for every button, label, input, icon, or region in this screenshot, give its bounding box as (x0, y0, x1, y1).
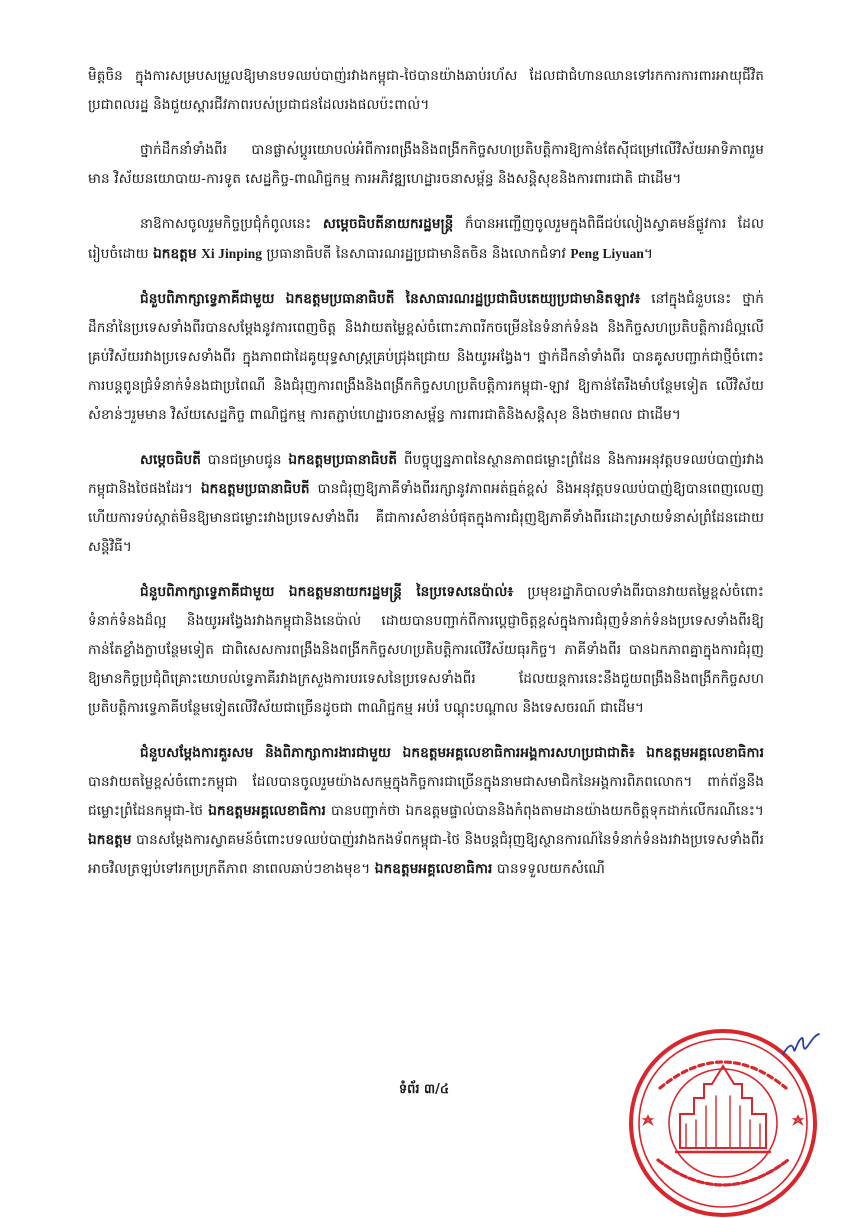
emphasized-text: សម្តេចធិបតីនាយករដ្ឋមន្ត្រី (322, 216, 454, 232)
signature-icon (780, 1032, 822, 1060)
document-body (88, 62, 764, 900)
emphasized-text: ឯកឧត្តម (88, 832, 132, 848)
paragraph-1 (88, 62, 764, 120)
body-text: នៅក្នុងជំនួបនេះ ថ្នាក់ដឹកនាំនៃប្រទេសទាំងពីរបានសម្តែងនូវការពេញចិត្ត និងវាយតម្លៃខ្ពស់ចំពោះភាពរីកចម្រើននៃទំនាក់ទំនង និងកិច្ចសហប្រតិបត្តិការដ៏ល្អលើគ្រប់វិស័យរវាងប្រទេសទាំងពីរ ក្នុងភាពជាដៃគូយុទ្ធសាស្ត្រគ្រប់ជ្រុងជ្រោយ និងយូរអង្វែង។ ថ្នាក់ដឹកនាំទាំងពីរ បានគូសបញ្ជាក់ជាថ្មីចំពោះការបន្តពូនជ្រំទំនាក់ទំនងជាប្រពៃណី និងជំរុញការពង្រឹងនិងពង្រីកកិច្ចសហប្រតិបត្តិការកម្ពុជា-ឡាវ ឱ្យកាន់តែរឹងមាំបន្ថែមទៀត លើវិស័យសំខាន់ៗរួមមាន វិស័យសេដ្ឋកិច្ច ពាណិជ្ជកម្ម ការតភ្ជាប់ហេដ្ឋារចនាសម្ព័ន្ធ ការពារជាតិនិងសន្តិសុខ និងថាមពល ជាដើម។ (88, 291, 764, 423)
body-text: បានបញ្ជាក់ថា ឯកឧត្តមផ្ទាល់បាននិងកំពុងតាមដានយ៉ាងយកចិត្តទុកដាក់លើករណីនេះ។ (325, 803, 764, 819)
body-text: ក៏បានអញ្ជើញចូលរួមក្នុងពិធីជប់លៀងស្វាគមន៍ផ្លូវការ ដែលរៀបចំដោយ (88, 216, 764, 262)
body-text: ប្រធានាធិបតី នៃសាធារណរដ្ឋប្រជាមានិតចិន និងលោកជំទាវ (262, 246, 571, 262)
paragraph-5 (88, 446, 764, 562)
body-text: ប្រមុខរដ្ឋាភិបាលទាំងពីរបានវាយតម្លៃខ្ពស់ចំពោះទំនាក់ទំនងដ៏ល្អ និងយូរអង្វែងរវាងកម្ពុជានិងនេប៉ាល់ ដោយបានបញ្ជាក់ពីការប្តេជ្ញាចិត្តខ្ពស់ក្នុងការជំរុញទំនាក់ទំនងប្រទេសទាំងពីរឱ្យកាន់តែខ្លាំងក្លាបន្ថែមទៀត ជាពិសេសការពង្រឹងនិងពង្រីកកិច្ចសហប្រតិបត្តិការលើវិស័យធុរកិច្ច។ ភាគីទាំងពីរ បានឯកភាពគ្នាក្នុងការជំរុញឱ្យមានកិច្ចប្រជុំពិគ្រោះយោបល់ទ្វេភាគីរវាងក្រសួងការបរទេសនៃប្រទេសទាំងពីរ ដែលយន្តការនេះនឹងជួយពង្រឹងនិងពង្រីកកិច្ចសហប្រតិបត្តិការទ្វេភាគីបន្ថែមទៀតលើវិស័យជាច្រើនដូចជា ពាណិជ្ជកម្ម អប់រំ បណ្តុះបណ្តាល និងទេសចរណ៍ ជាដើម។ (88, 584, 764, 716)
page-number: ទំព័រ ៣/៤ (398, 1082, 450, 1097)
emphasized-text: ឯកឧត្តមអគ្គលេខាធិការ (374, 861, 493, 877)
emphasized-text: ឯកឧត្តមអគ្គលេខាធិការ (646, 745, 764, 761)
emphasized-text: ឯកឧត្តមអគ្គលេខាធិការ (208, 803, 326, 819)
body-text: បានជម្រាបជូន (201, 452, 289, 468)
emphasized-text: ឯកឧត្តម (153, 246, 197, 262)
body-text: មិត្តចិន ក្នុងការសម្របសម្រួលឱ្យមានបទឈប់បាញ់រវាងកម្ពុជា-ថៃបានយ៉ាងឆាប់រហ័ស ដែលជាជំហានឈានទៅរកការការពារអាយុជីវិតប្រជាពលរដ្ឋ និងជួយស្តារជីវភាពរបស់ប្រជាជនដែលរងផលប៉ះពាល់។ (88, 68, 764, 113)
emphasized-text: Peng Liyuan (570, 246, 644, 261)
emphasized-text: Xi Jinping (201, 246, 263, 261)
body-text: បានជំរុញឱ្យភាគីទាំងពីររក្សានូវភាពអត់ធ្មត់ខ្ពស់ និងអនុវត្តបទឈប់បាញ់ឱ្យបានពេញលេញ ហើយការទប់ស្កាត់មិនឱ្យមានជម្លោះរវាងប្រទេសទាំងពីរ គឺជាការសំខាន់បំផុតក្នុងការជំរុញឱ្យភាគីទាំងពីរដោះស្រាយទំនាស់ព្រំដែនដោយសន្តិវិធី។ (88, 481, 764, 555)
emphasized-text: ជំនួបពិភាក្សាទ្វេភាគីជាមួយ ឯកឧត្តមនាយករដ្ឋមន្ត្រី នៃប្រទេសនេប៉ាល់៖ (140, 584, 514, 600)
paragraph-2 (88, 136, 764, 194)
body-text: ពីបច្ចុប្បន្នភាពនៃស្ថានភាពជម្លោះព្រំដែន និងការអនុវត្តបទឈប់បាញ់រវាងកម្ពុជានិងថៃផងដែរ។ (88, 452, 764, 497)
paragraph-3 (88, 210, 764, 269)
paragraph-6 (88, 578, 764, 723)
paragraph-4 (88, 285, 764, 430)
body-text: បានវាយតម្លៃខ្ពស់ចំពោះកម្ពុជា ដែលបានចូលរួមយ៉ាងសកម្មក្នុងកិច្ចការជាច្រើនក្នុងនាមជាសមាជិកនៃអង្គការពិភពលោក។ ពាក់ព័ន្ធនឹងជម្លោះព្រំដែនកម្ពុជា-ថៃ (88, 774, 764, 819)
paragraph-7 (88, 739, 764, 884)
body-text: បានទទួលយកសំណើ (492, 861, 606, 877)
body-text: ថ្នាក់ដឹកនាំទាំងពីរ បានផ្លាស់ប្តូរយោបល់អំពីការពង្រឹងនិងពង្រីកកិច្ចសហប្រតិបត្តិការឱ្យកាន់តែស៊ីជម្រៅលើវិស័យអាទិភាពរួមមាន វិស័យនយោបាយ-ការទូត សេដ្ឋកិច្ច-ពាណិជ្ជកម្ម ការអភិវឌ្ឍហេដ្ឋារចនាសម្ព័ន្ធ និងសន្តិសុខនិងការពារជាតិ ជាដើម។ (88, 142, 764, 187)
body-text: បានសម្តែងការស្វាគមន៍ចំពោះបទឈប់បាញ់រវាងកងទ័ពកម្ពុជា-ថៃ និងបន្តជំរុញឱ្យស្ថានការណ៍នៃទំនាក់ទំនងរវាងប្រទេសទាំងពីរអាចវិលត្រឡប់ទៅរកប្រក្រតីភាព នាពេលឆាប់ៗខាងមុខ។ (88, 832, 764, 877)
body-text: នាឱកាសចូលរួមកិច្ចប្រជុំកំពូលនេះ (140, 216, 323, 232)
body-text (635, 745, 646, 761)
emphasized-text: ឯកឧត្តមប្រធានាធិបតី (288, 452, 398, 468)
emphasized-text: សម្តេចធិបតី (140, 452, 202, 468)
emphasized-text: ជំនួបសម្តែងការគួរសម និងពិភាក្សាការងារជាមួយ ឯកឧត្តមអគ្គលេខាធិការអង្គការសហប្រជាជាតិ៖ (140, 745, 635, 761)
body-text: ។ (643, 246, 654, 262)
emphasized-text: ឯកឧត្តមប្រធានាធិបតី (200, 481, 310, 497)
emphasized-text: ជំនួបពិភាក្សាទ្វេភាគីជាមួយ ឯកឧត្តមប្រធានាធិបតី នៃសាធារណរដ្ឋប្រជាធិបតេយ្យប្រជាមានិតឡាវ៖ (140, 291, 641, 307)
